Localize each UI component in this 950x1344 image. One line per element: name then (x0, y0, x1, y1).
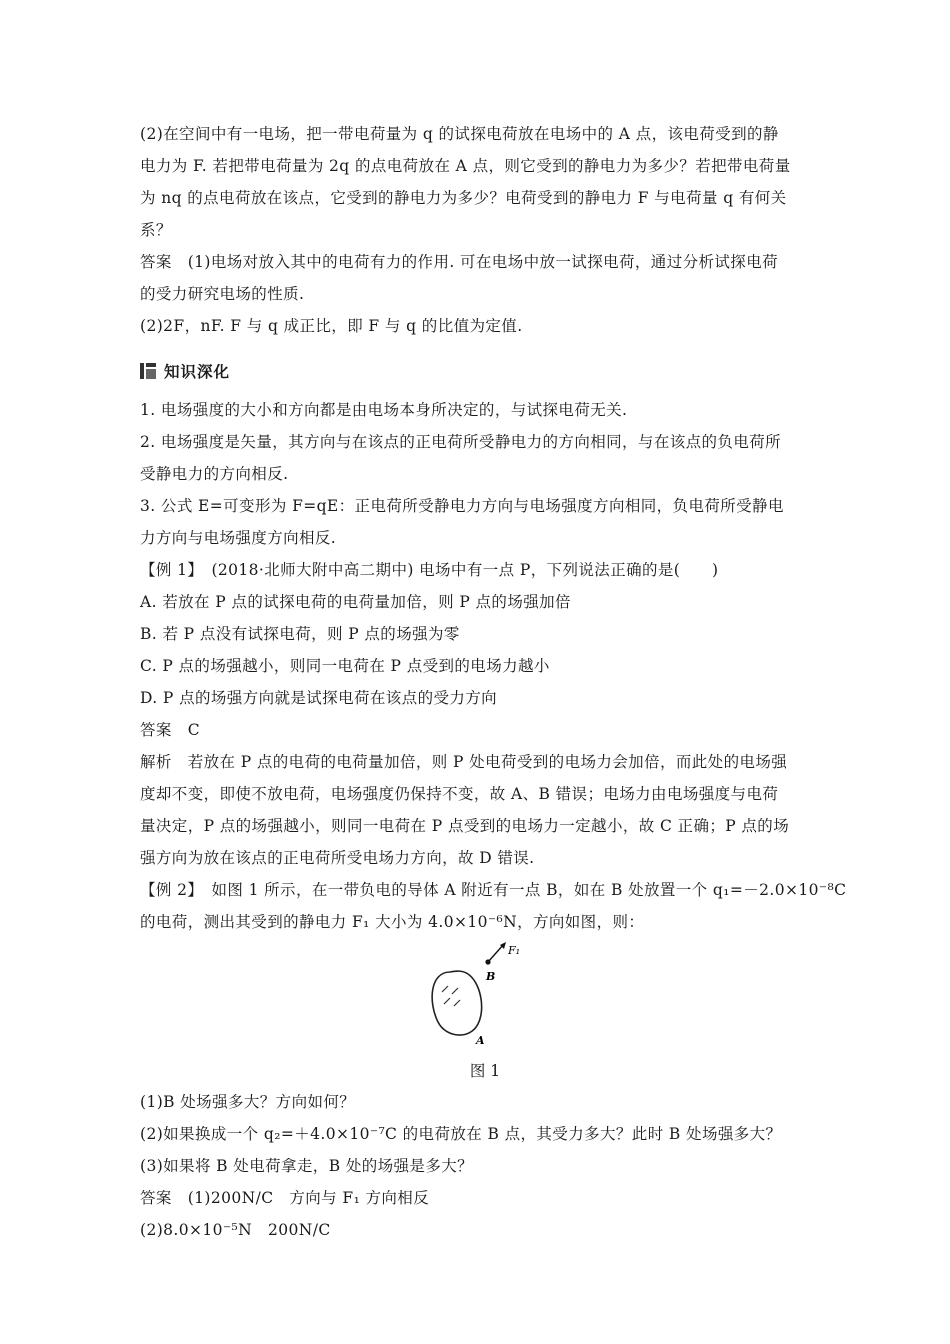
question-line: (3)如果将 B 处电荷拿走，B 处的场强是多大？ (140, 1157, 474, 1175)
question-line: (1)B 处场强多大？方向如何？ (140, 1093, 356, 1111)
hatch-mark (454, 1000, 460, 1006)
label-f1: F₁ (508, 944, 521, 957)
answer-line: 答案 (1)电场对放入其中的电荷有力的作用. 可在电场中放一试探电荷，通过分析试探电荷 (140, 253, 779, 271)
option-a: A. 若放在 P 点的试探电荷的电荷量加倍，则 P 点的场强加倍 (140, 593, 571, 611)
text-line: 的电荷，测出其受到的静电力 F₁ 大小为 4.0×10⁻⁶N，方向如图，则： (140, 913, 645, 931)
answer-line: 答案 (1)200N/C 方向与 F₁ 方向相反 (140, 1189, 430, 1207)
answer-line: (2)8.0×10⁻⁵N 200N/C (140, 1221, 331, 1239)
text-line: (2)在空间中有一电场，把一带电荷量为 q 的试探电荷放在电场中的 A 点，该电荷受到的静 (140, 125, 779, 143)
section-title: 知识深化 (164, 363, 231, 381)
text-line: 2. 电场强度是矢量，其方向与在该点的正电荷所受静电力的方向相同，与在该点的负电荷所 (140, 433, 782, 451)
analysis-line: 解析 若放在 P 点的电荷的电荷量加倍，则 P 处电荷受到的电场力会加倍，而此处的电场强 (140, 753, 788, 771)
mid-paragraph (140, 394, 847, 938)
option-d: D. P 点的场强方向就是试探电荷在该点的受力方向 (140, 689, 498, 707)
conductor-diagram (420, 942, 530, 1052)
text-line: 力方向与电场强度方向相反. (140, 529, 337, 547)
hatch-mark (444, 998, 450, 1004)
text-line: 的受力研究电场的性质. (140, 285, 305, 303)
analysis-line: 量决定，P 点的场强越小，则同一电荷在 P 点受到的电场力一定越小，故 C 正确；P 点的场 (140, 817, 790, 835)
force-arrow (488, 944, 504, 962)
hatch-mark (452, 988, 458, 994)
figure-1 (140, 938, 830, 1056)
bottom-paragraph (140, 1086, 830, 1246)
document-page (140, 118, 847, 1246)
analysis-line: 强方向为放在该点的正电荷所受电场力方向，故 D 错误. (140, 849, 535, 867)
example-heading: 【例 2】 如图 1 所示，在一带负电的导体 A 附近有一点 B，如在 B 处放置一个 q₁=－2.0×10⁻⁸C (140, 881, 847, 899)
text-line: 1. 电场强度的大小和方向都是由电场本身所决定的，与试探电荷无关. (140, 401, 628, 419)
example-heading: 【例 1】 (2018·北师大附中高二期中) 电场中有一点 P，下列说法正确的是( ) (140, 561, 719, 579)
analysis-line: 度却不变，即使不放电荷，电场强度仍保持不变，故 A、B 错误；电场力由电场强度与电荷 (140, 785, 779, 803)
figure-caption: 图 1 (469, 1062, 501, 1080)
answer-line: 答案 C (140, 721, 200, 739)
text-line: 电力为 F. 若把带电荷量为 2q 的点电荷放在 A 点，则它受到的静电力为多少？若把带电荷量 (140, 157, 791, 175)
label-a: A (476, 1034, 485, 1047)
option-c: C. P 点的场强越小，则同一电荷在 P 点受到的电场力越小 (140, 657, 550, 675)
section-marker-icon (140, 363, 156, 379)
label-b: B (486, 970, 496, 983)
text-line: 受静电力的方向相反. (140, 465, 289, 483)
text-line: 系？ (140, 221, 172, 239)
hatch-mark (442, 986, 448, 992)
top-paragraph (140, 118, 830, 342)
text-line: 3. 公式 E=可变形为 F=qE：正电荷所受静电力方向与电场强度方向相同，负电荷所受静电 (140, 497, 784, 515)
text-line: 为 nq 的点电荷放在该点，它受到的静电力为多少？电荷受到的静电力 F 与电荷量 q 有何关 (140, 189, 787, 207)
question-line: (2)如果换成一个 q₂=＋4.0×10⁻⁷C 的电荷放在 B 点，其受力多大？此时 B 处场强多大？ (140, 1125, 782, 1143)
option-b: B. 若 P 点没有试探电荷，则 P 点的场强为零 (140, 625, 460, 643)
text-line: (2)2F，nF. F 与 q 成正比，即 F 与 q 的比值为定值. (140, 317, 523, 335)
section-header (140, 356, 830, 386)
